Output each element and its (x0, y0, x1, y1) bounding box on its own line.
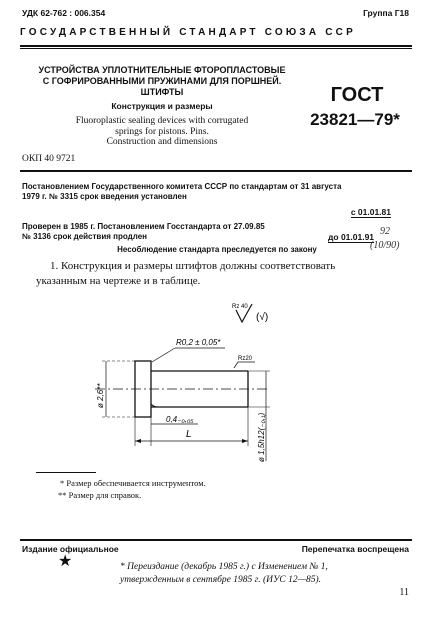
radius-label: R0,2 ± 0,05* (176, 338, 221, 347)
footer-rule (20, 539, 412, 541)
title-en-line2: springs for pistons. Pins. (115, 126, 209, 137)
title-ru-line2: С ГОФРИРОВАННЫМИ ПРУЖИНАМИ ДЛЯ ПОРШНЕЙ. (42, 76, 282, 86)
body-paragraph-line2: указанным на чертеже и в таблице. (36, 275, 201, 287)
okp-code: ОКП 40 9721 (22, 154, 76, 164)
length-small-label: 0,4₋₀,₀₅ (166, 415, 194, 424)
pin-drawing (20, 296, 410, 476)
length-L-label: L (186, 429, 192, 440)
decree-line2: 1979 г. № 3315 срок введения установлен (22, 192, 187, 201)
checked-line1: Проверен в 1985 г. Постановлением Госстандарта от 27.09.85 (22, 222, 265, 231)
penalty-notice: Несоблюдение стандарта преследуется по закону (117, 245, 317, 254)
gost-number: 23821—79* (310, 110, 400, 129)
handwritten-note-1: 92 (380, 226, 390, 237)
standard-heading: ГОСУДАРСТВЕННЫЙ СТАНДАРТ СОЮЗА ССР (20, 27, 356, 38)
diam-right-label: ø 1,5h12(₋₀,₁) (257, 412, 266, 462)
title-rule (20, 170, 412, 172)
decree-text (22, 182, 412, 202)
diam-left-label: ø 2,6** (96, 383, 105, 408)
checked-line2: № 3136 срок действия продлен (22, 232, 147, 241)
decree-line1: Постановлением Государственного комитета СССР по стандартам от 31 августа (22, 182, 342, 191)
gost-label: ГОСТ (330, 84, 384, 106)
title-ru (22, 65, 302, 98)
intro-date: с 01.01.81 (350, 207, 391, 217)
star-icon: ★ (58, 553, 73, 570)
group-code: Группа Г18 (363, 8, 409, 18)
roughness-bracket: (√) (256, 312, 269, 323)
reissue-line1: * Переиздание (декабрь 1985 г.) с Изменением № 1, (120, 562, 328, 572)
rz20-label: Rz20 (238, 356, 253, 362)
reissue-note (120, 561, 410, 587)
title-ru-line3: ШТИФТЫ (140, 87, 184, 97)
roughness-label: Rz 40 (232, 304, 248, 310)
title-subtitle: Конструкция и размеры (111, 101, 213, 111)
checked-text (22, 222, 322, 242)
title-ru-line1: УСТРОЙСТВА УПЛОТНИТЕЛЬНЫЕ ФТОРОПЛАСТОВЫЕ (38, 65, 286, 75)
udk-code: УДК 62-762 : 006.354 (22, 8, 106, 18)
footnote-1: * Размер обеспечивается инструментом. (60, 478, 206, 488)
header-rule (20, 45, 412, 47)
radius-leader (152, 348, 175, 362)
footnote-2: ** Размер для справок. (58, 490, 142, 500)
rz20-mark (234, 362, 255, 368)
reissue-line2: утвержденным в сентябре 1985 г. (ИУС 12—85). (120, 575, 322, 585)
page-number: 11 (399, 587, 409, 598)
title-en (22, 116, 302, 148)
extension-date: до 01.01.91 (328, 232, 375, 242)
title-en-line1: Fluoroplastic sealing devices with corrugated (75, 116, 249, 126)
official-edition: Издание официальное (22, 544, 119, 554)
title-en-line3: Construction and dimensions (106, 137, 218, 147)
footnote-rule (36, 472, 96, 473)
reprint-notice: Перепечатка воспрещена (301, 544, 409, 554)
body-paragraph-line1: 1. Конструкция и размеры штифтов должны соответствовать (50, 260, 336, 272)
handwritten-note-2: (10/90) (370, 240, 400, 251)
header-rule-thin (20, 48, 412, 49)
